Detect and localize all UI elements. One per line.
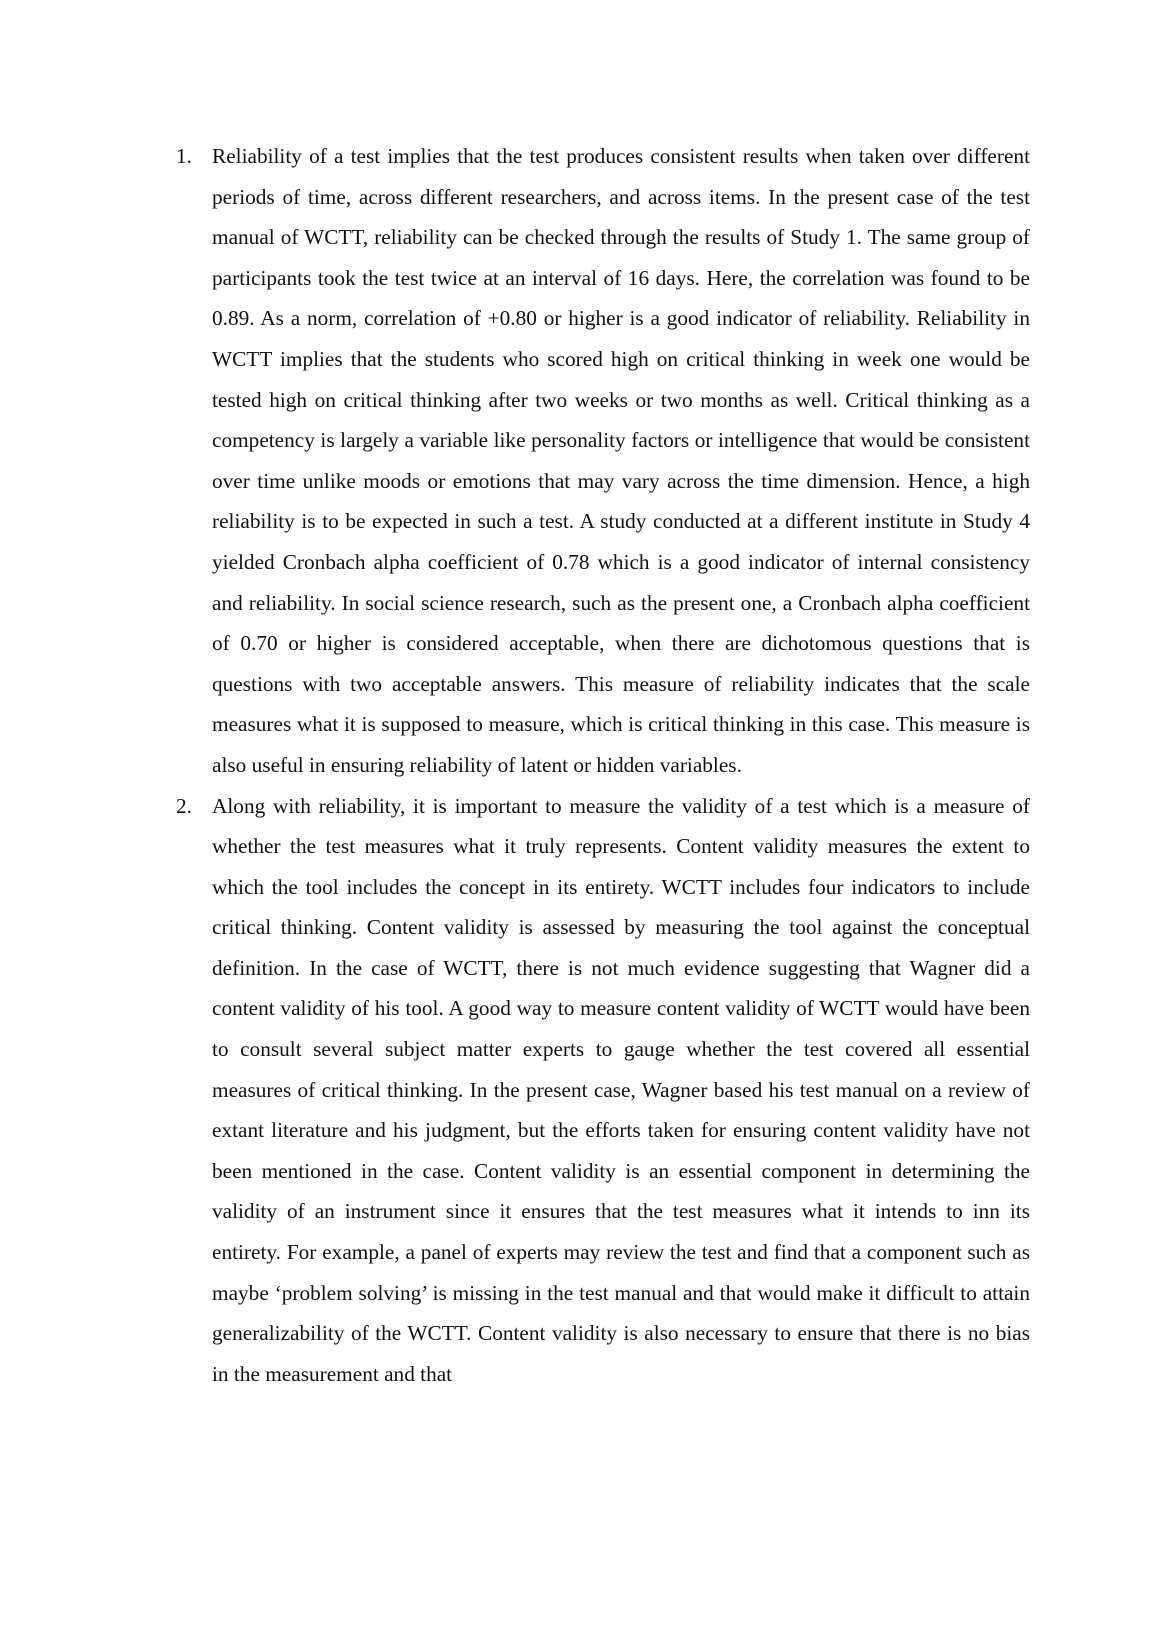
list-item-reliability <box>160 136 1030 786</box>
list-item-text: Reliability of a test implies that the test produces consistent results when taken over different periods of time, across different researchers, and across items. In the present case of the test manual of WCTT, reliability can be checked through the results of Study 1. The same group of participants took the test twice at an interval of 16 days. Here, the correlation was found to be 0.89. As a norm, correlation of +0.80 or higher is a good indicator of reliability. Reliability in WCTT implies that the students who scored high on critical thinking in week one would be tested high on critical thinking after two weeks or two months as well. Critical thinking as a competency is largely a variable like personality factors or intelligence that would be consistent over time unlike moods or emotions that may vary across the time dimension. Hence, a high reliability is to be expected in such a test. A study conducted at a different institute in Study 4 yielded Cronbach alpha coefficient of 0.78 which is a good indicator of internal consistency and reliability. In social science research, such as the present one, a Cronbach alpha coefficient of 0.70 or higher is considered acceptable, when there are dichotomous questions that is questions with two acceptable answers. This measure of reliability indicates that the scale measures what it is supposed to measure, which is critical thinking in this case. This measure is also useful in ensuring reliability of latent or hidden variables. <box>212 144 1030 777</box>
list-item-number: 1. <box>176 144 192 168</box>
list-item-text: Along with reliability, it is important to measure the validity of a test which is a measure of whether the test measures what it truly represents. Content validity measures the extent to which the tool includes the concept in its entirety. WCTT includes four indicators to include critical thinking. Content validity is assessed by measuring the tool against the conceptual definition. In the case of WCTT, there is not much evidence suggesting that Wagner did a content validity of his tool. A good way to measure content validity of WCTT would have been to consult several subject matter experts to gauge whether the test covered all essential measures of critical thinking. In the present case, Wagner based his test manual on a review of extant literature and his judgment, but the efforts taken for ensuring content validity have not been mentioned in the case. Content validity is an essential component in determining the validity of an instrument since it ensures that the test measures what it intends to inn its entirety. For example, a panel of experts may review the test and find that a component such as maybe ‘problem solving’ is missing in the test manual and that would make it difficult to attain generalizability of the WCTT. Content validity is also necessary to ensure that there is no bias in the measurement and that <box>212 793 1030 1386</box>
list-item-validity <box>160 786 1030 1395</box>
numbered-list <box>160 136 1030 1394</box>
list-item-number: 2. <box>176 793 192 818</box>
